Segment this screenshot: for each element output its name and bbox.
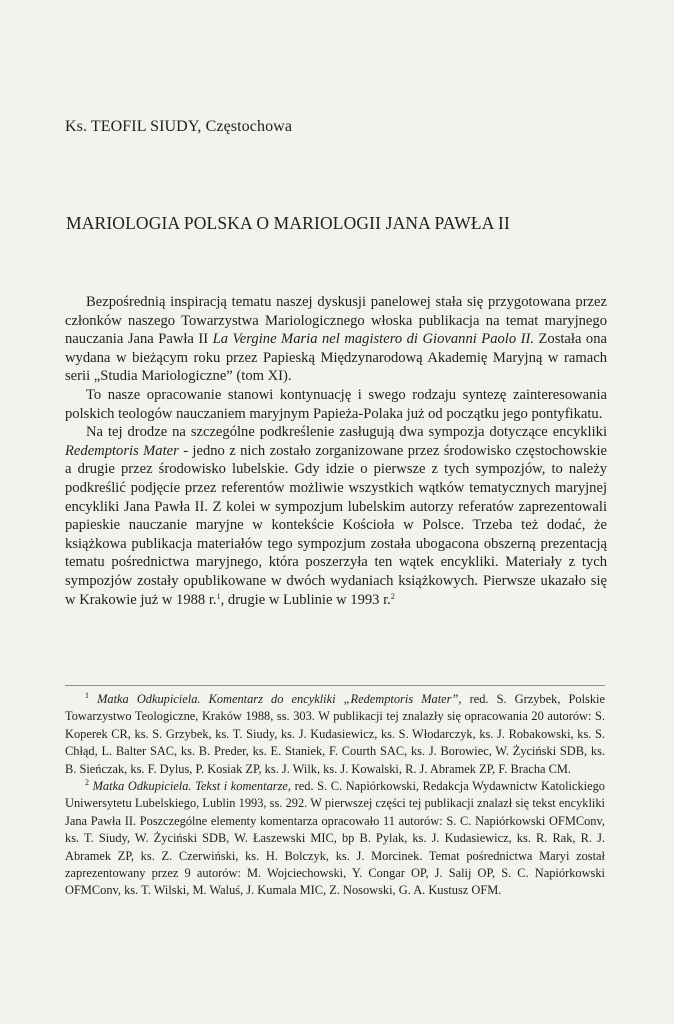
article-title: MARIOLOGIA POLSKA O MARIOLOGII JANA PAWŁA II bbox=[66, 213, 511, 233]
footnote-2-number: 2 bbox=[85, 778, 89, 788]
paragraph-3-text-a: Na tej drodze na szczególne podkreślenie zasługują dwa sympozja dotyczące encykliki bbox=[86, 424, 607, 441]
paragraph-3-text-c: , drugie w Lublinie w 1993 r. bbox=[220, 591, 391, 608]
paragraph-1-text-a: Bezpośrednią inspiracją tematu naszej dyskusji panelowej stała się przygotowana przez członków naszego Towarzystwa Mariologicznego włoska publikacja na temat maryjnego nauczania Jana Pawła II bbox=[65, 294, 607, 348]
paragraph-1-italic-title: La Vergine Maria nel magistero di Giovanni Paolo II. bbox=[212, 331, 534, 348]
footnote-1 bbox=[65, 691, 605, 778]
footnote-1-number: 1 bbox=[85, 691, 89, 700]
footnote-ref-2[interactable]: 2 bbox=[390, 591, 395, 601]
footnote-2 bbox=[65, 778, 605, 900]
footnote-ref-1[interactable]: 1 bbox=[216, 591, 221, 601]
paragraph-3-text-b: - jedno z nich zostało zorganizowane przez środowisko częstochowskie a drugie przez środowisko lubelskie. Gdy idzie o pierwsze z tych sympozjów, to należy podkreślić podjęcie przez referentów możliwie wszystkich wątków tematycznych maryjnej encykliki Jana Pawła II. Z kolei w sympozjum lubelskim autorzy referatów zaprezentowali papieskie nauczanie maryjne w kontekście Kościoła w Polsce. Trzeba też dodać, że książkowa publikacja materiałów tego sympozjum została ubogacona obszerną prezentacją tematu pośrednictwa maryjnego, która poszerzyła ten wątek encykliki. Materiały z tych sympozjów zostały opublikowane w dwóch wydaniach książkowych. Pierwsze ukazało się w Krakowie już w 1988 r. bbox=[65, 442, 607, 608]
paragraph-1 bbox=[65, 293, 607, 386]
paragraph-3 bbox=[65, 423, 607, 609]
author-line: Ks. TEOFIL SIUDY, Częstochowa bbox=[65, 118, 293, 135]
footnote-1-italic-title: Matka Odkupiciela. Komentarz do encykliki „Redemptoris Mater”, bbox=[97, 692, 462, 706]
footnotes bbox=[65, 691, 605, 900]
footnote-2-text: red. S. C. Napiórkowski, Redakcja Wydawnictw Katolickiego Uniwersytetu Lubelskiego, Lublin 1993, ss. 292. W pierwszej części tej publikacji znalazł się tekst encykliki Jana Pawła II. Poszczególne elementy komentarza opracowało 11 autorów: S. C. Napiórkowski OFMConv, ks. T. Siudy, W. Życiński SDB, W. Łaszewski MIC, bp B. Pylak, ks. J. Kudasiewicz, ks. R. Rak, R. J. Abramek ZP, ks. Z. Czerwiński, ks. H. Bolczyk, ks. J. Morcinek. Temat pośrednictwa Maryi został zaprezentowany przez 9 autorów: M. Wojciechowski, Y. Congar OP, J. Salij OP, S. C. Napiórkowski OFMConv, ks. T. Wilski, M. Waluś, J. Kumala MIC, Z. Nosowski, G. A. Kustusz OFM. bbox=[65, 779, 605, 898]
paragraph-1-text-b: Została ona wydana w bieżącym roku przez Papieską Międzynarodową Akademię Maryjną w ramach serii „Studia Mariologiczne” (tom XI). bbox=[65, 331, 607, 385]
footnote-1-text: red. S. Grzybek, Polskie Towarzystwo Teologiczne, Kraków 1988, ss. 303. W publikacji tej znalazły się opracowania 20 autorów: S. Koperek CR, ks. S. Grzybek, ks. T. Siudy, ks. J. Kudasiewicz, ks. S. Włodarczyk, ks. J. Robakowski, ks. S. Chłąd, L. Balter SAC, ks. B. Preder, ks. E. Staniek, F. Courth SAC, ks. J. Borowiec, W. Życiński SDB, ks. B. Sieńczak, ks. F. Dylus, P. Kosiak ZP, ks. J. Wilk, ks. J. Kowalski, R. J. Abramek ZP, F. Bracha CM. bbox=[65, 692, 605, 776]
article-body bbox=[65, 293, 607, 609]
footnote-divider bbox=[65, 685, 605, 686]
footnote-2-italic-title: Matka Odkupiciela. Tekst i komentarze, bbox=[92, 779, 292, 794]
paragraph-3-italic-title: Redemptoris Mater bbox=[65, 442, 179, 459]
paragraph-2: To nasze opracowanie stanowi kontynuację i swego rodzaju syntezę zainteresowania polskich teologów nauczaniem maryjnym Papieża-Polaka już od początku jego pontyfikatu. bbox=[65, 386, 607, 422]
